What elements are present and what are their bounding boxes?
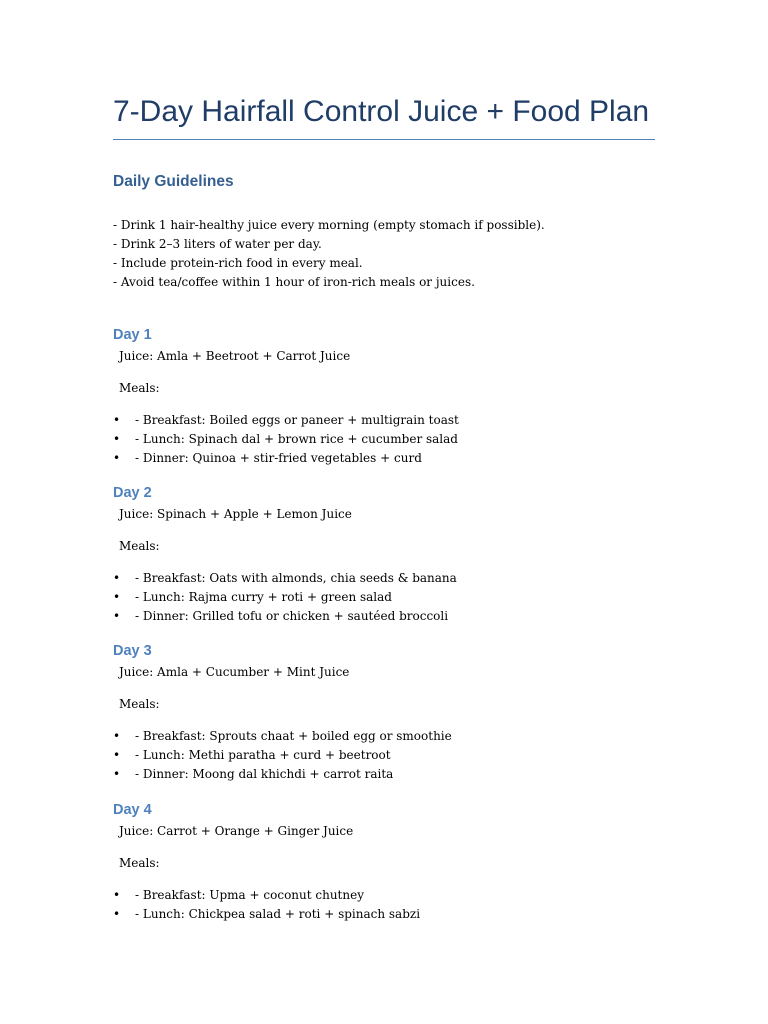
meal-item: - Dinner: Quinoa + stir-fried vegetables + curd [135,451,422,465]
day-2-juice: Juice: Spinach + Apple + Lemon Juice [119,507,352,521]
document-title: 7-Day Hairfall Control Juice + Food Plan [113,95,650,128]
meal-item: - Breakfast: Upma + coconut chutney [135,888,364,902]
meal-item: - Breakfast: Sprouts chaat + boiled egg or smoothie [135,729,452,743]
guideline-line: - Include protein-rich food in every meal. [113,256,363,270]
bullet-icon: • [113,907,121,921]
day-4-juice: Juice: Carrot + Orange + Ginger Juice [119,824,354,838]
meal-item: - Lunch: Rajma curry + roti + green salad [135,590,392,604]
bullet-icon: • [113,767,121,781]
meal-item: - Lunch: Spinach dal + brown rice + cucumber salad [135,432,458,446]
bullet-icon: • [113,413,121,427]
guideline-line: - Drink 2–3 liters of water per day. [113,237,322,251]
day-3-heading: Day 3 [113,643,152,659]
day-1-juice: Juice: Amla + Beetroot + Carrot Juice [119,349,351,363]
bullet-icon: • [113,432,121,446]
guideline-line: - Avoid tea/coffee within 1 hour of iron-rich meals or juices. [113,275,475,289]
guidelines-heading: Daily Guidelines [113,173,234,190]
meal-item: - Lunch: Chickpea salad + roti + spinach sabzi [135,907,421,921]
day-1-meals-label: Meals: [119,381,160,395]
day-4-heading: Day 4 [113,802,152,818]
day-4-meals-label: Meals: [119,856,160,870]
day-3-meals-label: Meals: [119,697,160,711]
guideline-line: - Drink 1 hair-healthy juice every morning (empty stomach if possible). [113,218,545,232]
bullet-icon: • [113,451,121,465]
bullet-icon: • [113,571,121,585]
bullet-icon: • [113,609,121,623]
meal-item: - Dinner: Moong dal khichdi + carrot raita [135,767,394,781]
bullet-icon: • [113,748,121,762]
day-1-heading: Day 1 [113,327,152,343]
day-3-juice: Juice: Amla + Cucumber + Mint Juice [119,665,350,679]
bullet-icon: • [113,590,121,604]
bullet-icon: • [113,729,121,743]
meal-item: - Breakfast: Oats with almonds, chia seeds & banana [135,571,457,585]
meal-item: - Dinner: Grilled tofu or chicken + sautéed broccoli [135,609,449,623]
bullet-icon: • [113,888,121,902]
day-2-heading: Day 2 [113,485,152,501]
meal-item: - Breakfast: Boiled eggs or paneer + multigrain toast [135,413,459,427]
meal-item: - Lunch: Methi paratha + curd + beetroot [135,748,391,762]
day-2-meals-label: Meals: [119,539,160,553]
title-underline [113,139,655,140]
